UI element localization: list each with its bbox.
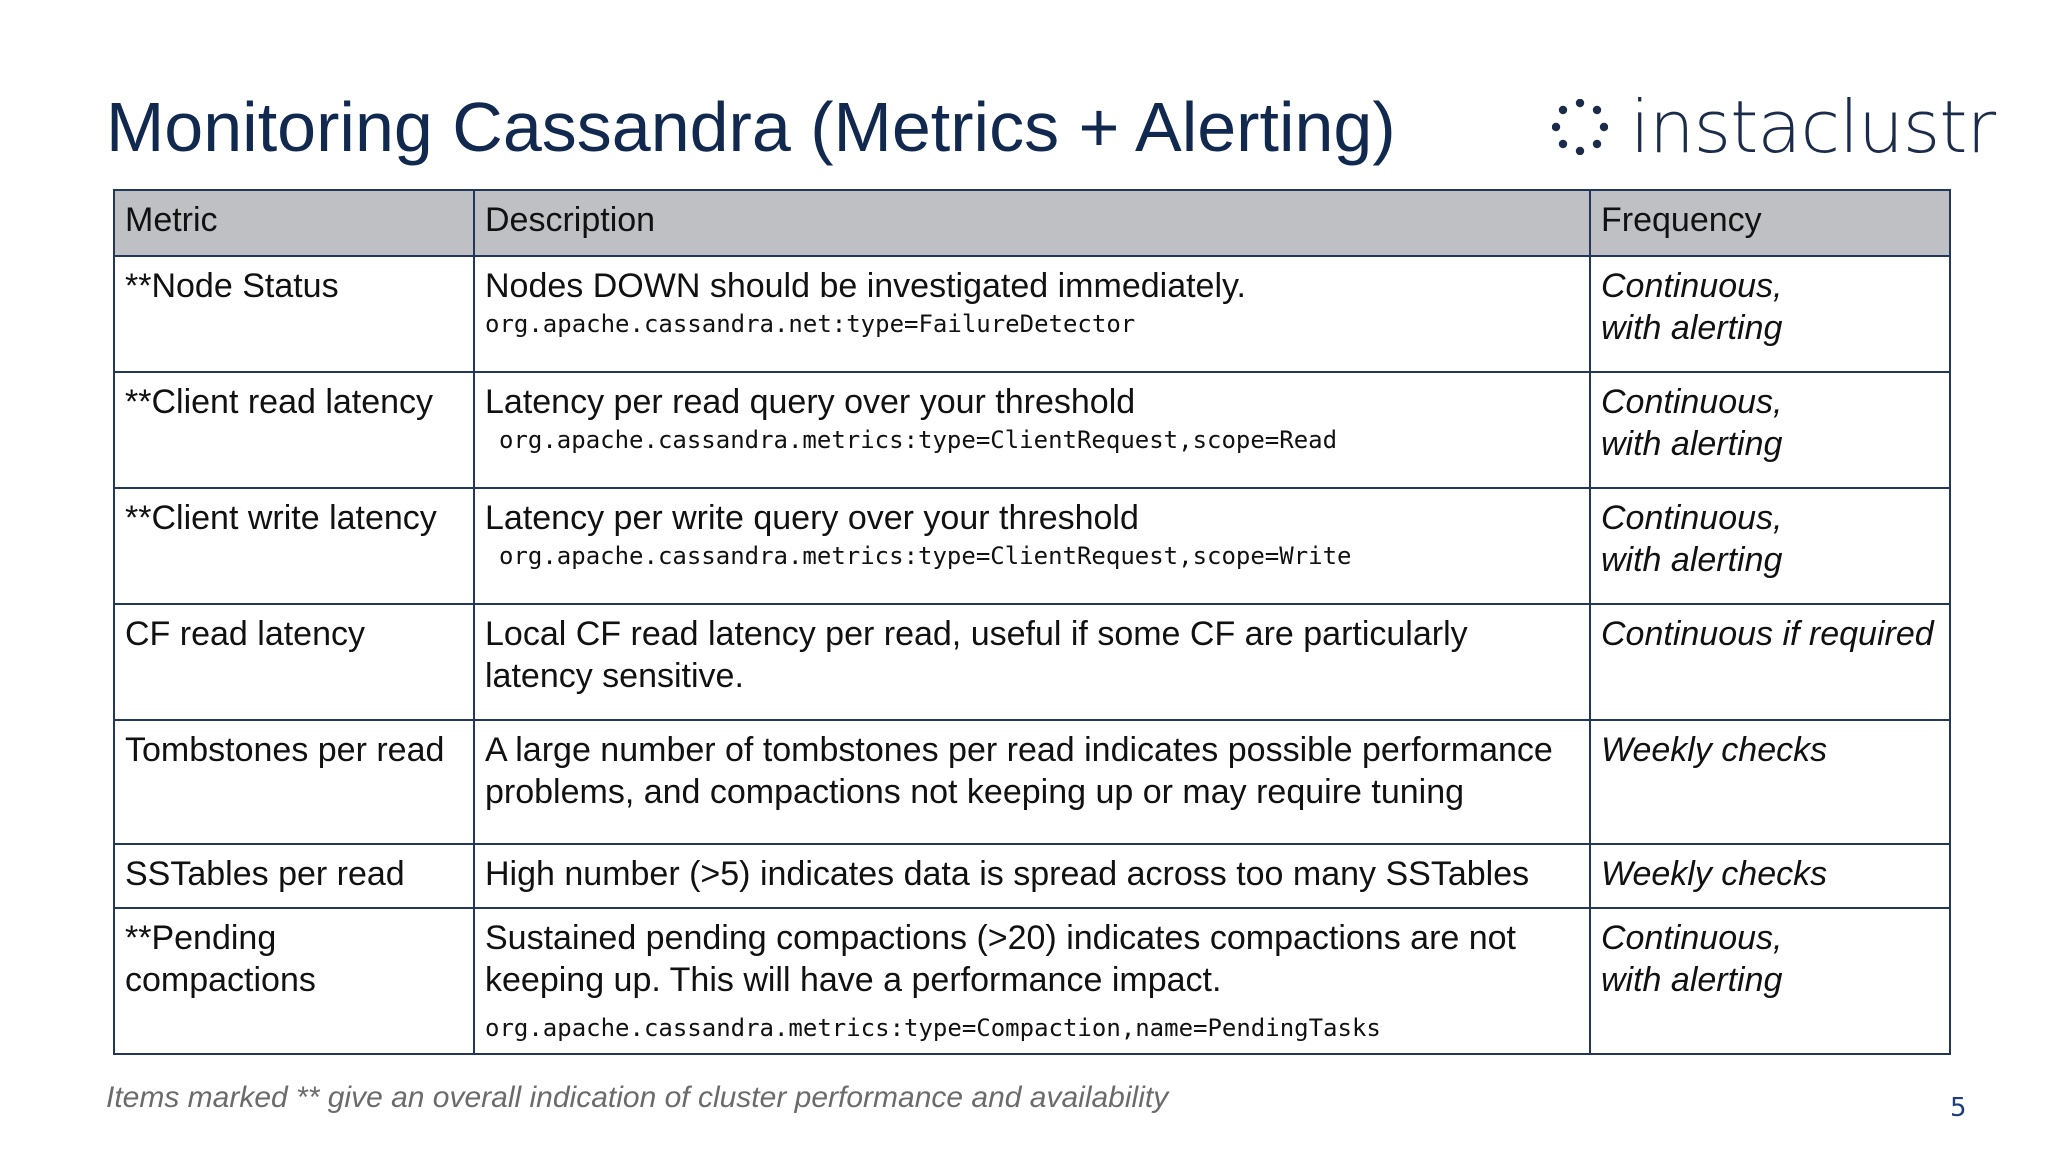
frequency-cell bbox=[1590, 908, 1950, 1054]
header-frequency: Frequency bbox=[1590, 190, 1950, 256]
mbean-name: org.apache.cassandra.metrics:type=ClientRequest,scope=Read bbox=[499, 426, 1338, 454]
table-row bbox=[114, 908, 1950, 1054]
metric-cell bbox=[114, 604, 474, 720]
slide-title: Monitoring Cassandra (Metrics + Alerting) bbox=[106, 88, 1396, 166]
mbean-name: org.apache.cassandra.net:type=FailureDetector bbox=[485, 310, 1136, 338]
frequency-text: Continuous, with alerting bbox=[1601, 499, 1783, 579]
frequency-cell bbox=[1590, 844, 1950, 908]
logo-wordmark: instaclustr bbox=[1630, 85, 1996, 169]
frequency-text: Weekly checks bbox=[1601, 855, 1828, 893]
description-text: Latency per write query over your threshold bbox=[485, 499, 1139, 537]
metric-name: CF read latency bbox=[125, 615, 365, 653]
description-cell bbox=[474, 256, 1590, 372]
frequency-cell bbox=[1590, 720, 1950, 844]
metric-cell bbox=[114, 372, 474, 488]
header-metric: Metric bbox=[114, 190, 474, 256]
table-row bbox=[114, 844, 1950, 908]
description-cell bbox=[474, 720, 1590, 844]
dotted-ring-icon bbox=[1552, 99, 1608, 155]
frequency-cell bbox=[1590, 604, 1950, 720]
metric-cell bbox=[114, 256, 474, 372]
metrics-table bbox=[113, 189, 1951, 1055]
description-text: Sustained pending compactions (>20) indicates compactions are not keeping up. This will have a performance impact. bbox=[485, 919, 1517, 999]
metric-cell bbox=[114, 844, 474, 908]
metric-name: **Pending compactions bbox=[125, 919, 316, 999]
metric-name: **Node Status bbox=[125, 267, 339, 305]
description-text: Local CF read latency per read, useful if some CF are particularly latency sensitive. bbox=[485, 615, 1468, 695]
description-cell bbox=[474, 844, 1590, 908]
metric-name: SSTables per read bbox=[125, 855, 405, 893]
table-row bbox=[114, 720, 1950, 844]
instaclustr-logo bbox=[1552, 84, 1995, 170]
description-cell bbox=[474, 488, 1590, 604]
description-text: High number (>5) indicates data is spread across too many SSTables bbox=[485, 855, 1530, 893]
metric-cell bbox=[114, 720, 474, 844]
metric-name: **Client write latency bbox=[125, 499, 437, 537]
footnote: Items marked ** give an overall indication of cluster performance and availability bbox=[106, 1081, 1169, 1114]
description-text: A large number of tombstones per read indicates possible performance problems, and compactions not keeping up or may require tuning bbox=[485, 731, 1553, 811]
metric-name: Tombstones per read bbox=[125, 731, 445, 769]
description-cell bbox=[474, 372, 1590, 488]
frequency-text: Continuous, with alerting bbox=[1601, 267, 1783, 347]
metric-cell bbox=[114, 908, 474, 1054]
metric-name: **Client read latency bbox=[125, 383, 434, 421]
description-cell bbox=[474, 604, 1590, 720]
table-row bbox=[114, 256, 1950, 372]
description-text: Nodes DOWN should be investigated immediately. bbox=[485, 267, 1246, 305]
mbean-name: org.apache.cassandra.metrics:type=Compaction,name=PendingTasks bbox=[485, 1014, 1381, 1042]
frequency-cell bbox=[1590, 256, 1950, 372]
frequency-text: Weekly checks bbox=[1601, 731, 1828, 769]
table-row bbox=[114, 488, 1950, 604]
page-number: 5 bbox=[1950, 1093, 1967, 1123]
description-text: Latency per read query over your threshold bbox=[485, 383, 1136, 421]
header-description: Description bbox=[474, 190, 1590, 256]
frequency-cell bbox=[1590, 488, 1950, 604]
frequency-text: Continuous if required bbox=[1601, 615, 1934, 653]
frequency-cell bbox=[1590, 372, 1950, 488]
frequency-text: Continuous, with alerting bbox=[1601, 919, 1783, 999]
table-row bbox=[114, 604, 1950, 720]
mbean-name: org.apache.cassandra.metrics:type=ClientRequest,scope=Write bbox=[499, 542, 1352, 570]
description-cell bbox=[474, 908, 1590, 1054]
table-row bbox=[114, 372, 1950, 488]
metric-cell bbox=[114, 488, 474, 604]
frequency-text: Continuous, with alerting bbox=[1601, 383, 1783, 463]
table-header-row bbox=[114, 190, 1950, 256]
